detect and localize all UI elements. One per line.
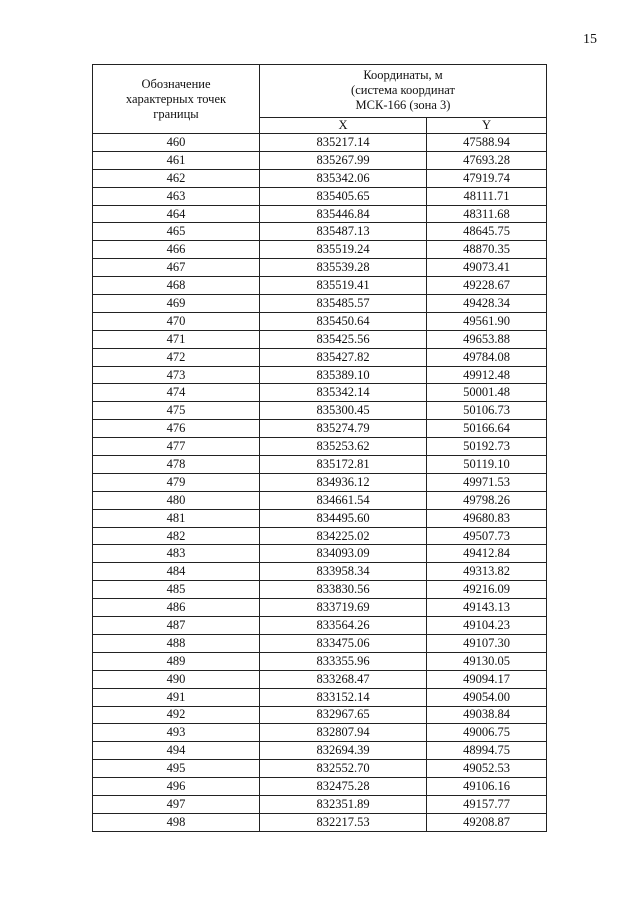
- y-coordinate-cell: 50166.64: [427, 420, 547, 438]
- coordinates-header-line1: Координаты, м: [363, 68, 443, 83]
- x-coordinate-cell: 835519.41: [260, 277, 427, 295]
- y-coordinate-cell: 49107.30: [427, 634, 547, 652]
- table-row: [93, 724, 547, 742]
- x-coordinate-cell: 834936.12: [260, 473, 427, 491]
- x-coordinate-cell: 834225.02: [260, 527, 427, 545]
- x-coordinate-cell: 833830.56: [260, 581, 427, 599]
- table-row: [93, 760, 547, 778]
- table-row: [93, 438, 547, 456]
- x-coordinate-cell: 832475.28: [260, 778, 427, 796]
- y-coordinate-cell: 49052.53: [427, 760, 547, 778]
- x-coordinate-cell: 835267.99: [260, 151, 427, 169]
- table-row: [93, 473, 547, 491]
- point-cell: 495: [93, 760, 260, 778]
- y-coordinate-cell: 49038.84: [427, 706, 547, 724]
- x-coordinate-cell: 835342.14: [260, 384, 427, 402]
- y-coordinate-cell: 49653.88: [427, 330, 547, 348]
- y-coordinate-cell: 49507.73: [427, 527, 547, 545]
- point-cell: 469: [93, 295, 260, 313]
- x-coordinate-cell: 834661.54: [260, 491, 427, 509]
- point-cell: 473: [93, 366, 260, 384]
- table-row: [93, 527, 547, 545]
- x-coordinate-cell: 835300.45: [260, 402, 427, 420]
- table-row: [93, 169, 547, 187]
- table-row: [93, 545, 547, 563]
- y-coordinate-cell: 48111.71: [427, 187, 547, 205]
- x-coordinate-cell: 835485.57: [260, 295, 427, 313]
- point-cell: 487: [93, 617, 260, 635]
- table-row: [93, 652, 547, 670]
- point-cell: 491: [93, 688, 260, 706]
- y-coordinate-cell: 49054.00: [427, 688, 547, 706]
- y-coordinate-cell: 50001.48: [427, 384, 547, 402]
- table-row: [93, 205, 547, 223]
- y-coordinate-cell: 49130.05: [427, 652, 547, 670]
- x-coordinate-cell: 835427.82: [260, 348, 427, 366]
- point-cell: 481: [93, 509, 260, 527]
- table-row: [93, 259, 547, 277]
- x-coordinate-cell: 835425.56: [260, 330, 427, 348]
- y-coordinate-cell: 49784.08: [427, 348, 547, 366]
- x-coordinate-cell: 835519.24: [260, 241, 427, 259]
- x-coordinate-cell: 835487.13: [260, 223, 427, 241]
- y-coordinate-cell: 47693.28: [427, 151, 547, 169]
- x-coordinate-cell: 835274.79: [260, 420, 427, 438]
- y-coordinate-cell: 47588.94: [427, 134, 547, 152]
- table-row: [93, 330, 547, 348]
- point-cell: 463: [93, 187, 260, 205]
- y-coordinate-cell: 49073.41: [427, 259, 547, 277]
- y-coordinate-cell: 48311.68: [427, 205, 547, 223]
- y-coordinate-cell: 49971.53: [427, 473, 547, 491]
- coordinates-header: [260, 65, 547, 118]
- table-row: [93, 778, 547, 796]
- point-cell: 471: [93, 330, 260, 348]
- point-cell: 477: [93, 438, 260, 456]
- point-cell: 474: [93, 384, 260, 402]
- y-coordinate-cell: 50119.10: [427, 456, 547, 474]
- y-coordinate-cell: 49208.87: [427, 813, 547, 831]
- x-coordinate-cell: 832694.39: [260, 742, 427, 760]
- table-row: [93, 295, 547, 313]
- point-cell: 475: [93, 402, 260, 420]
- x-coordinate-cell: 833152.14: [260, 688, 427, 706]
- y-coordinate-cell: 50192.73: [427, 438, 547, 456]
- point-cell: 488: [93, 634, 260, 652]
- point-cell: 476: [93, 420, 260, 438]
- y-coordinate-cell: 49412.84: [427, 545, 547, 563]
- y-coordinate-cell: 49216.09: [427, 581, 547, 599]
- y-coordinate-cell: 49428.34: [427, 295, 547, 313]
- x-coordinate-cell: 832351.89: [260, 795, 427, 813]
- point-cell: 486: [93, 599, 260, 617]
- x-coordinate-cell: 835446.84: [260, 205, 427, 223]
- y-coordinate-cell: 47919.74: [427, 169, 547, 187]
- y-coordinate-cell: 49157.77: [427, 795, 547, 813]
- y-coordinate-cell: 48645.75: [427, 223, 547, 241]
- page-number: 15: [583, 32, 597, 47]
- coordinates-header-line2: (система координат: [351, 83, 455, 98]
- x-coordinate-cell: 835539.28: [260, 259, 427, 277]
- table-row: [93, 223, 547, 241]
- y-coordinate-cell: 49143.13: [427, 599, 547, 617]
- point-cell: 482: [93, 527, 260, 545]
- point-cell: 465: [93, 223, 260, 241]
- table-row: [93, 312, 547, 330]
- table-row: [93, 241, 547, 259]
- table-row: [93, 599, 547, 617]
- x-coordinate-cell: 833268.47: [260, 670, 427, 688]
- table-row: [93, 617, 547, 635]
- point-cell: 484: [93, 563, 260, 581]
- point-cell: 466: [93, 241, 260, 259]
- table-row: [93, 634, 547, 652]
- x-coordinate-cell: 833564.26: [260, 617, 427, 635]
- point-cell: 461: [93, 151, 260, 169]
- y-coordinate-cell: 49313.82: [427, 563, 547, 581]
- x-coordinate-cell: 833958.34: [260, 563, 427, 581]
- y-coordinate-cell: 49798.26: [427, 491, 547, 509]
- table-row: [93, 348, 547, 366]
- point-cell: 462: [93, 169, 260, 187]
- y-coordinate-cell: 49561.90: [427, 312, 547, 330]
- table-row: [93, 151, 547, 169]
- point-cell: 498: [93, 813, 260, 831]
- point-cell: 494: [93, 742, 260, 760]
- x-coordinate-cell: 835217.14: [260, 134, 427, 152]
- table-row: [93, 688, 547, 706]
- point-cell: 490: [93, 670, 260, 688]
- table-row: [93, 366, 547, 384]
- x-coordinate-cell: 833475.06: [260, 634, 427, 652]
- x-coordinate-cell: 835389.10: [260, 366, 427, 384]
- y-column-header: Y: [427, 117, 547, 133]
- table-row: [93, 706, 547, 724]
- point-cell: 460: [93, 134, 260, 152]
- point-designation-header-text: Обозначение характерных точек границы: [125, 76, 227, 121]
- x-coordinate-cell: 833719.69: [260, 599, 427, 617]
- y-coordinate-cell: 48870.35: [427, 241, 547, 259]
- y-coordinate-cell: 49006.75: [427, 724, 547, 742]
- point-cell: 483: [93, 545, 260, 563]
- point-cell: 497: [93, 795, 260, 813]
- point-cell: 493: [93, 724, 260, 742]
- y-coordinate-cell: 49104.23: [427, 617, 547, 635]
- x-coordinate-cell: 832807.94: [260, 724, 427, 742]
- point-cell: 464: [93, 205, 260, 223]
- point-cell: 492: [93, 706, 260, 724]
- table-row: [93, 581, 547, 599]
- boundary-coordinates-table: [92, 64, 547, 832]
- table-row: [93, 670, 547, 688]
- table-row: [93, 277, 547, 295]
- x-coordinate-cell: 835172.81: [260, 456, 427, 474]
- table-row: [93, 456, 547, 474]
- y-coordinate-cell: 49680.83: [427, 509, 547, 527]
- point-cell: 496: [93, 778, 260, 796]
- table-row: [93, 491, 547, 509]
- point-cell: 478: [93, 456, 260, 474]
- y-coordinate-cell: 50106.73: [427, 402, 547, 420]
- table-row: [93, 509, 547, 527]
- x-coordinate-cell: 834093.09: [260, 545, 427, 563]
- x-coordinate-cell: 835342.06: [260, 169, 427, 187]
- y-coordinate-cell: 48994.75: [427, 742, 547, 760]
- point-cell: 489: [93, 652, 260, 670]
- x-coordinate-cell: 833355.96: [260, 652, 427, 670]
- point-cell: 479: [93, 473, 260, 491]
- x-coordinate-cell: 832967.65: [260, 706, 427, 724]
- x-coordinate-cell: 835450.64: [260, 312, 427, 330]
- table-row: [93, 402, 547, 420]
- x-coordinate-cell: 832217.53: [260, 813, 427, 831]
- table-row: [93, 134, 547, 152]
- y-coordinate-cell: 49094.17: [427, 670, 547, 688]
- x-coordinate-cell: 835253.62: [260, 438, 427, 456]
- table-row: [93, 563, 547, 581]
- y-coordinate-cell: 49912.48: [427, 366, 547, 384]
- table-row: [93, 795, 547, 813]
- x-coordinate-cell: 834495.60: [260, 509, 427, 527]
- table-row: [93, 187, 547, 205]
- x-coordinate-cell: 835405.65: [260, 187, 427, 205]
- point-cell: 470: [93, 312, 260, 330]
- point-cell: 468: [93, 277, 260, 295]
- table-row: [93, 742, 547, 760]
- point-cell: 485: [93, 581, 260, 599]
- point-cell: 480: [93, 491, 260, 509]
- table-row: [93, 384, 547, 402]
- table-body: [93, 134, 547, 832]
- y-coordinate-cell: 49106.16: [427, 778, 547, 796]
- coordinates-header-line3: МСК-166 (зона 3): [355, 98, 451, 113]
- x-column-header: X: [260, 117, 427, 133]
- table-row: [93, 813, 547, 831]
- point-designation-header: [93, 65, 260, 134]
- y-coordinate-cell: 49228.67: [427, 277, 547, 295]
- point-cell: 472: [93, 348, 260, 366]
- x-coordinate-cell: 832552.70: [260, 760, 427, 778]
- point-cell: 467: [93, 259, 260, 277]
- table-row: [93, 420, 547, 438]
